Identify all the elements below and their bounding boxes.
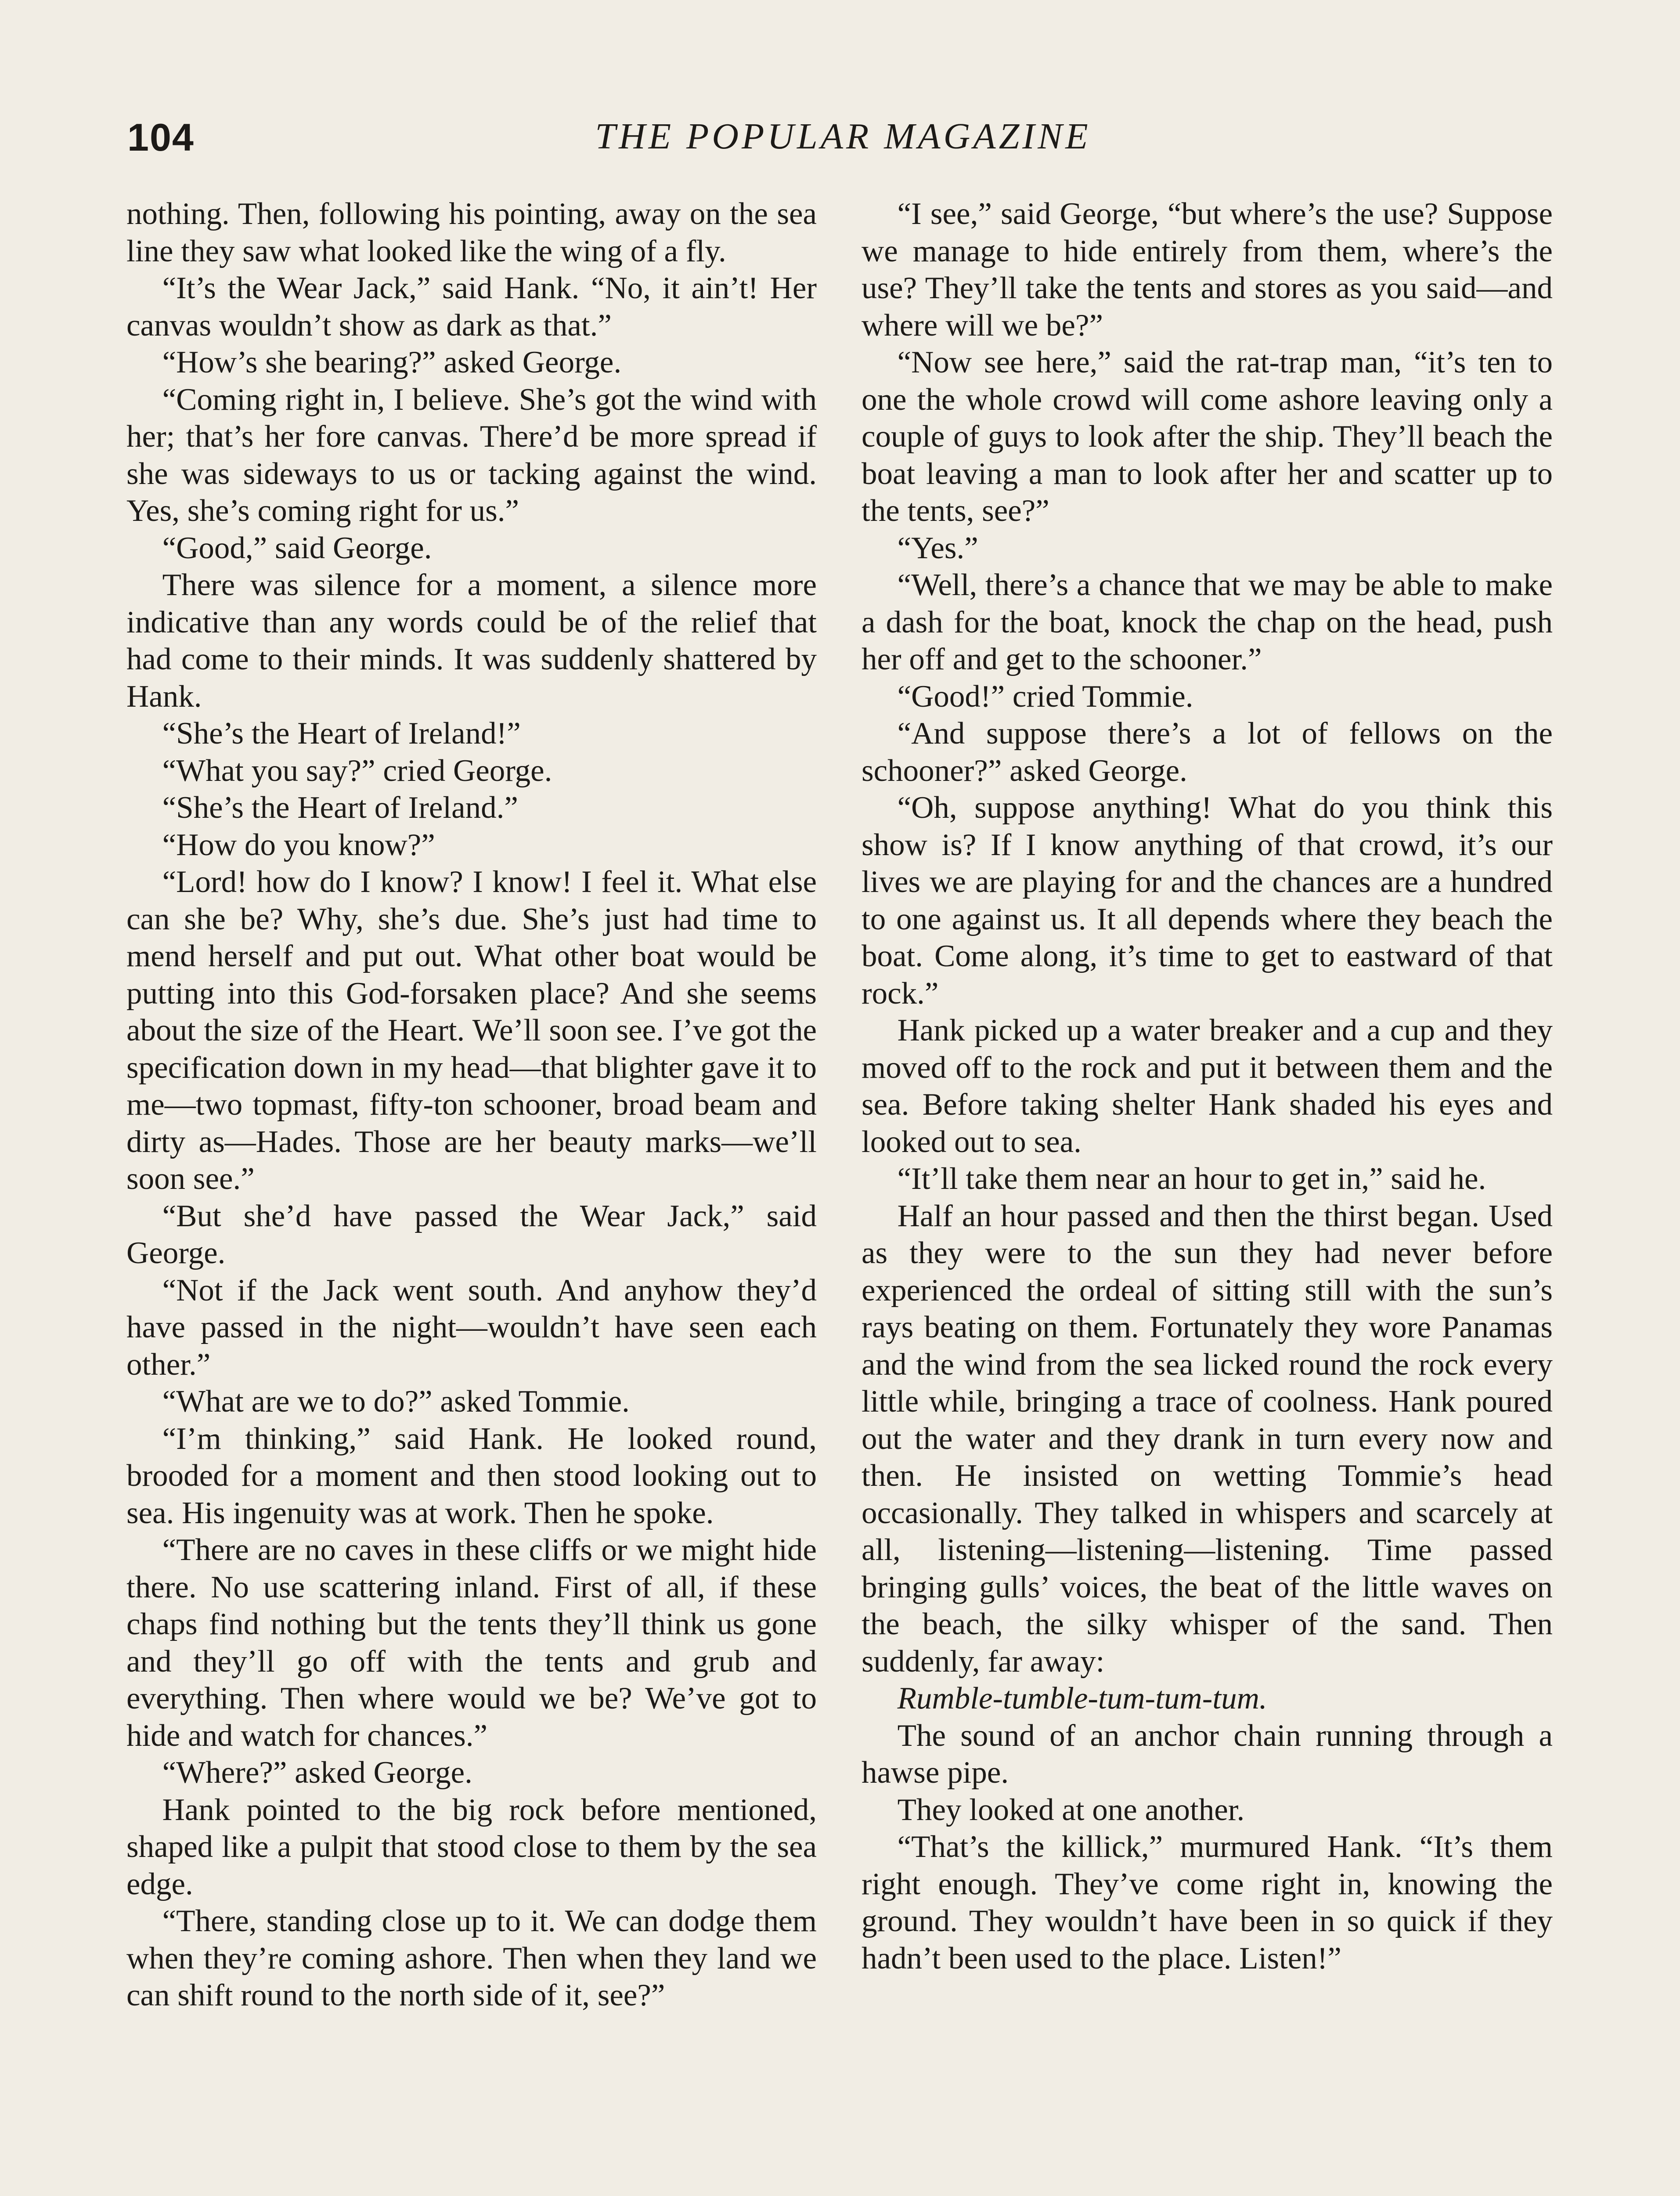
paragraph: “It’ll take them near an hour to get in,” said he. (897, 1162, 1486, 1196)
paragraph: The sound of an anchor chain running through a hawse pipe. (862, 1718, 1553, 1790)
paragraph: Half an hour passed and then the thirst began. Used as they were to the sun they had never before experienced the ordeal of sitting still with the sun’s rays beating on them. Fortunately they wore Panamas and the wind from the sea licked round the rock every little while, bringing a trace of coolness. Hank poured out the water and they drank in turn every now and then. He insisted on wetting Tommie’s head occasionally. They talked in whispers and scarcely at all, listening—listening—listening. Time passed bringing gulls’ voices, the beat of the little waves on the beach, the silky whisper of the sand. Then suddenly, far away: (862, 1199, 1553, 1679)
paragraph: nothing. Then, following his pointing, away on the sea line they saw what looked like the wing of a fly. (126, 197, 817, 268)
paragraph: Rumble-tumble-tum-tum-tum. (897, 1681, 1267, 1716)
paragraph: “What are we to do?” asked Tommie. (162, 1384, 630, 1419)
paragraph: “I see,” said George, “but where’s the use? Suppose we manage to hide entirely from them, where’s the use? They’ll take the tents and stores as you said—and where will we be?” (862, 197, 1553, 343)
paragraph: “How’s she bearing?” asked George. (162, 345, 622, 379)
left-column (126, 195, 817, 2196)
paragraph: “Yes.” (897, 531, 978, 565)
paragraph: “How do you know?” (162, 827, 435, 862)
paragraph: “And suppose there’s a lot of fellows on the schooner?” asked George. (862, 716, 1553, 788)
paragraph: Hank pointed to the big rock before mentioned, shaped like a pulpit that stood close to them by the sea edge. (126, 1792, 817, 1901)
paragraph: There was silence for a moment, a silence more indicative than any words could be of the relief that had come to their minds. It was suddenly shattered by Hank. (126, 568, 817, 714)
paragraph: “What you say?” cried George. (162, 753, 552, 788)
paragraph: “There are no caves in these cliffs or we might hide there. No use scattering inland. First of all, if these chaps find nothing but the tents they’ll think us gone and they’ll go off with the tents and grub and everything. Then where would we be? We’ve got to hide and watch for chances.” (126, 1533, 817, 1753)
paragraph: “Not if the Jack went south. And anyhow they’d have passed in the night—wouldn’t have seen each other.” (126, 1273, 817, 1382)
paragraph: “Lord! how do I know? I know! I feel it. What else can she be? Why, she’s due. She’s just had time to mend herself and put out. What other boat would be putting into this God-forsaken place? And she seems about the size of the Heart. We’ll soon see. I’ve got the specification down in my head—that blighter gave it to me—two topmast, fifty-ton schooner, broad beam and dirty as—Hades. Those are her beauty marks—we’ll soon see.” (126, 865, 817, 1196)
paragraph: “Coming right in, I believe. She’s got the wind with her; that’s her fore canvas. There’d be more spread if she was sideways to us or tacking against the wind. Yes, she’s coming right for us.” (126, 382, 817, 528)
paragraph: “Now see here,” said the rat-trap man, “it’s ten to one the whole crowd will come ashore leaving only a couple of guys to look after the ship. They’ll beach the boat leaving a man to look after her and scatter up to the tents, see?” (862, 345, 1553, 528)
page-number: 104 (127, 116, 195, 159)
paragraph: “She’s the Heart of Ireland.” (162, 791, 518, 825)
paragraph: “She’s the Heart of Ireland!” (162, 716, 521, 751)
paragraph: “But she’d have passed the Wear Jack,” said George. (126, 1199, 817, 1270)
paragraph: “That’s the killick,” murmured Hank. “It’s them right enough. They’ve come right in, knowing the ground. They wouldn’t have been in so quick if they hadn’t been used to the place. Listen!” (862, 1830, 1553, 1976)
paragraph: “Good!” cried Tommie. (897, 679, 1193, 714)
magazine-title: THE POPULAR MAGAZINE (595, 116, 1091, 157)
paragraph: “Oh, suppose anything! What do you think this show is? If I know anything of that crowd, it’s our lives we are playing for and the chances are a hundred to one against us. It all depends where they beach the boat. Come along, it’s time to get to eastward of that rock.” (862, 791, 1553, 1011)
paragraph: “Well, there’s a chance that we may be able to make a dash for the boat, knock the chap on the head, push her off and get to the schooner.” (862, 568, 1553, 676)
paragraph: “Where?” asked George. (162, 1755, 472, 1790)
paragraph: “There, standing close up to it. We can dodge them when they’re coming ashore. Then when they land we can shift round to the north side of it, see?” (126, 1904, 817, 2012)
right-column (862, 195, 1553, 2196)
paragraph: “Good,” said George. (162, 531, 432, 565)
paragraph: They looked at one another. (897, 1792, 1245, 1827)
paragraph: Hank picked up a water breaker and a cup and they moved off to the rock and put it between them and the sea. Before taking shelter Hank shaded his eyes and looked out to sea. (862, 1013, 1553, 1159)
paragraph: “I’m thinking,” said Hank. He looked round, brooded for a moment and then stood looking out to sea. His ingenuity was at work. Then he spoke. (126, 1421, 817, 1530)
page-header (127, 115, 1559, 163)
paragraph: “It’s the Wear Jack,” said Hank. “No, it ain’t! Her canvas wouldn’t show as dark as that.” (126, 271, 817, 343)
